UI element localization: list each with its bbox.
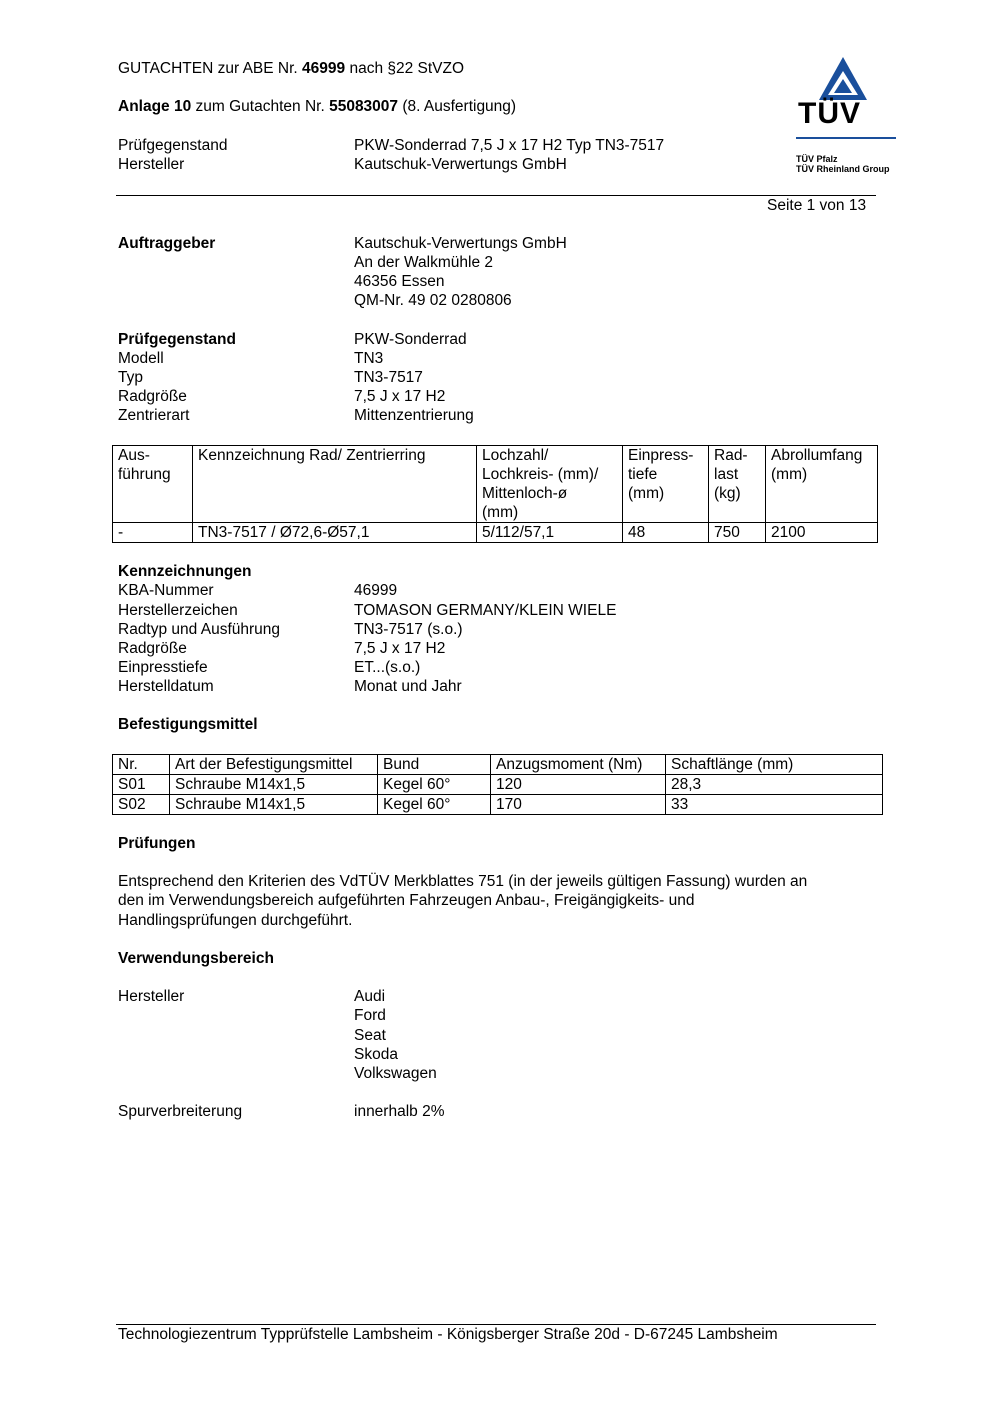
tests-text-line: Entsprechend den Kriterien des VdTÜV Merkblattes 751 (in der jeweils gültigen Fassung) wurden an bbox=[118, 873, 808, 890]
table-cell: 48 bbox=[623, 523, 709, 543]
test-object-label: Prüfgegenstand bbox=[118, 137, 228, 154]
client-street: An der Walkmühle 2 bbox=[354, 254, 493, 271]
table-header-cell: Abrollumfang (mm) bbox=[766, 446, 878, 523]
manufacturer-label: Hersteller bbox=[118, 156, 185, 173]
table-header-cell: Einpress- tiefe (mm) bbox=[623, 446, 709, 523]
table-cell: Schraube M14x1,5 bbox=[170, 795, 378, 815]
list-item: Audi bbox=[354, 988, 386, 1005]
production-date-label: Herstelldatum bbox=[118, 678, 214, 695]
kba-value: 46999 bbox=[354, 582, 398, 599]
table-header-cell: Kennzeichnung Rad/ Zentrierring bbox=[193, 446, 477, 523]
table-header-cell: Anzugsmoment (Nm) bbox=[491, 755, 666, 775]
table-row bbox=[113, 775, 883, 795]
table-header-row bbox=[113, 446, 878, 523]
client-label: Auftraggeber bbox=[118, 235, 216, 252]
report-number: 55083007 bbox=[329, 98, 399, 115]
list-item: Seat bbox=[354, 1027, 386, 1044]
wheel-size-label: Radgröße bbox=[118, 388, 187, 405]
table-cell: Kegel 60° bbox=[378, 775, 491, 795]
scope-manufacturer-label: Hersteller bbox=[118, 988, 185, 1005]
table-cell: 120 bbox=[491, 775, 666, 795]
test-object-value: PKW-Sonderrad 7,5 J x 17 H2 Typ TN3-7517 bbox=[354, 137, 665, 154]
table-header-cell: Lochzahl/ Lochkreis- (mm)/ Mittenloch-ø (mm) bbox=[477, 446, 623, 523]
marking-size-value: 7,5 J x 17 H2 bbox=[354, 640, 446, 657]
table-cell: 5/112/57,1 bbox=[477, 523, 623, 543]
table-header-cell: Nr. bbox=[113, 755, 170, 775]
table-header-cell: Art der Befestigungsmittel bbox=[170, 755, 378, 775]
table-header-row bbox=[113, 755, 883, 775]
table-cell: 170 bbox=[491, 795, 666, 815]
tests-title: Prüfungen bbox=[118, 835, 196, 852]
test-object-section-label: Prüfgegenstand bbox=[118, 331, 236, 348]
tests-text-line: Handlingsprüfungen durchgeführt. bbox=[118, 912, 353, 929]
client-city: 46356 Essen bbox=[354, 273, 445, 290]
table-header-cell: Aus- führung bbox=[113, 446, 193, 523]
markings-title: Kennzeichnungen bbox=[118, 563, 252, 580]
table-header-cell: Bund bbox=[378, 755, 491, 775]
model-value: TN3 bbox=[354, 350, 384, 367]
centering-value: Mittenzentrierung bbox=[354, 407, 474, 424]
type-value: TN3-7517 bbox=[354, 369, 423, 386]
report-title: GUTACHTEN zur ABE Nr. 46999 nach §22 StVZO bbox=[118, 60, 465, 77]
table-cell: Kegel 60° bbox=[378, 795, 491, 815]
kba-label: KBA-Nummer bbox=[118, 582, 214, 599]
track-widening-label: Spurverbreiterung bbox=[118, 1103, 243, 1120]
list-item: Skoda bbox=[354, 1046, 398, 1063]
tuv-group-text: TÜV Rheinland Group bbox=[796, 164, 890, 174]
wheel-spec-table bbox=[112, 445, 878, 543]
wheel-type-value: TN3-7517 (s.o.) bbox=[354, 621, 463, 638]
table-cell: S02 bbox=[113, 795, 170, 815]
table-cell: 33 bbox=[666, 795, 883, 815]
scope-title: Verwendungsbereich bbox=[118, 950, 274, 967]
production-date-value: Monat und Jahr bbox=[354, 678, 462, 695]
tests-text-line: den im Verwendungsbereich aufgeführten Fahrzeugen Anbau-, Freigängigkeits- und bbox=[118, 892, 695, 909]
attachment-line: Anlage 10 zum Gutachten Nr. 55083007 (8. Ausfertigung) bbox=[118, 98, 517, 115]
offset-value: ET...(s.o.) bbox=[354, 659, 421, 676]
wheel-size-value: 7,5 J x 17 H2 bbox=[354, 388, 446, 405]
header-divider bbox=[116, 195, 876, 196]
track-widening-value: innerhalb 2% bbox=[354, 1103, 445, 1120]
client-name: Kautschuk-Verwertungs GmbH bbox=[354, 235, 567, 252]
tuv-pfalz-text: TÜV Pfalz bbox=[796, 154, 838, 164]
footer-divider bbox=[116, 1324, 876, 1325]
table-cell: S01 bbox=[113, 775, 170, 795]
marking-size-label: Radgröße bbox=[118, 640, 187, 657]
table-row bbox=[113, 795, 883, 815]
tuv-wordmark: TÜV bbox=[798, 97, 861, 130]
model-label: Modell bbox=[118, 350, 164, 367]
table-cell: 2100 bbox=[766, 523, 878, 543]
table-row bbox=[113, 523, 878, 543]
centering-label: Zentrierart bbox=[118, 407, 190, 424]
table-cell: TN3-7517 / Ø72,6-Ø57,1 bbox=[193, 523, 477, 543]
abe-number: 46999 bbox=[302, 60, 346, 77]
fasteners-table bbox=[112, 754, 883, 815]
footer-address: Technologiezentrum Typprüfstelle Lambsheim - Königsberger Straße 20d - D-67245 Lambsheim bbox=[118, 1326, 778, 1343]
list-item: Volkswagen bbox=[354, 1065, 437, 1082]
table-cell: 28,3 bbox=[666, 775, 883, 795]
maker-mark-value: TOMASON GERMANY/KLEIN WIELE bbox=[354, 602, 617, 619]
table-header-cell: Schaftlänge (mm) bbox=[666, 755, 883, 775]
maker-mark-label: Herstellerzeichen bbox=[118, 602, 238, 619]
table-cell: - bbox=[113, 523, 193, 543]
wheel-type-label: Radtyp und Ausführung bbox=[118, 621, 281, 638]
tuv-logo bbox=[794, 55, 898, 179]
type-label: Typ bbox=[118, 369, 143, 386]
client-qm-number: QM-Nr. 49 02 0280806 bbox=[354, 292, 512, 309]
list-item: Ford bbox=[354, 1007, 386, 1024]
test-object-section-value: PKW-Sonderrad bbox=[354, 331, 467, 348]
offset-label: Einpresstiefe bbox=[118, 659, 208, 676]
table-cell: Schraube M14x1,5 bbox=[170, 775, 378, 795]
table-header-cell: Rad- last (kg) bbox=[709, 446, 766, 523]
page-number: Seite 1 von 13 bbox=[767, 197, 867, 214]
fasteners-title: Befestigungsmittel bbox=[118, 716, 258, 733]
manufacturer-value: Kautschuk-Verwertungs GmbH bbox=[354, 156, 567, 173]
table-cell: 750 bbox=[709, 523, 766, 543]
